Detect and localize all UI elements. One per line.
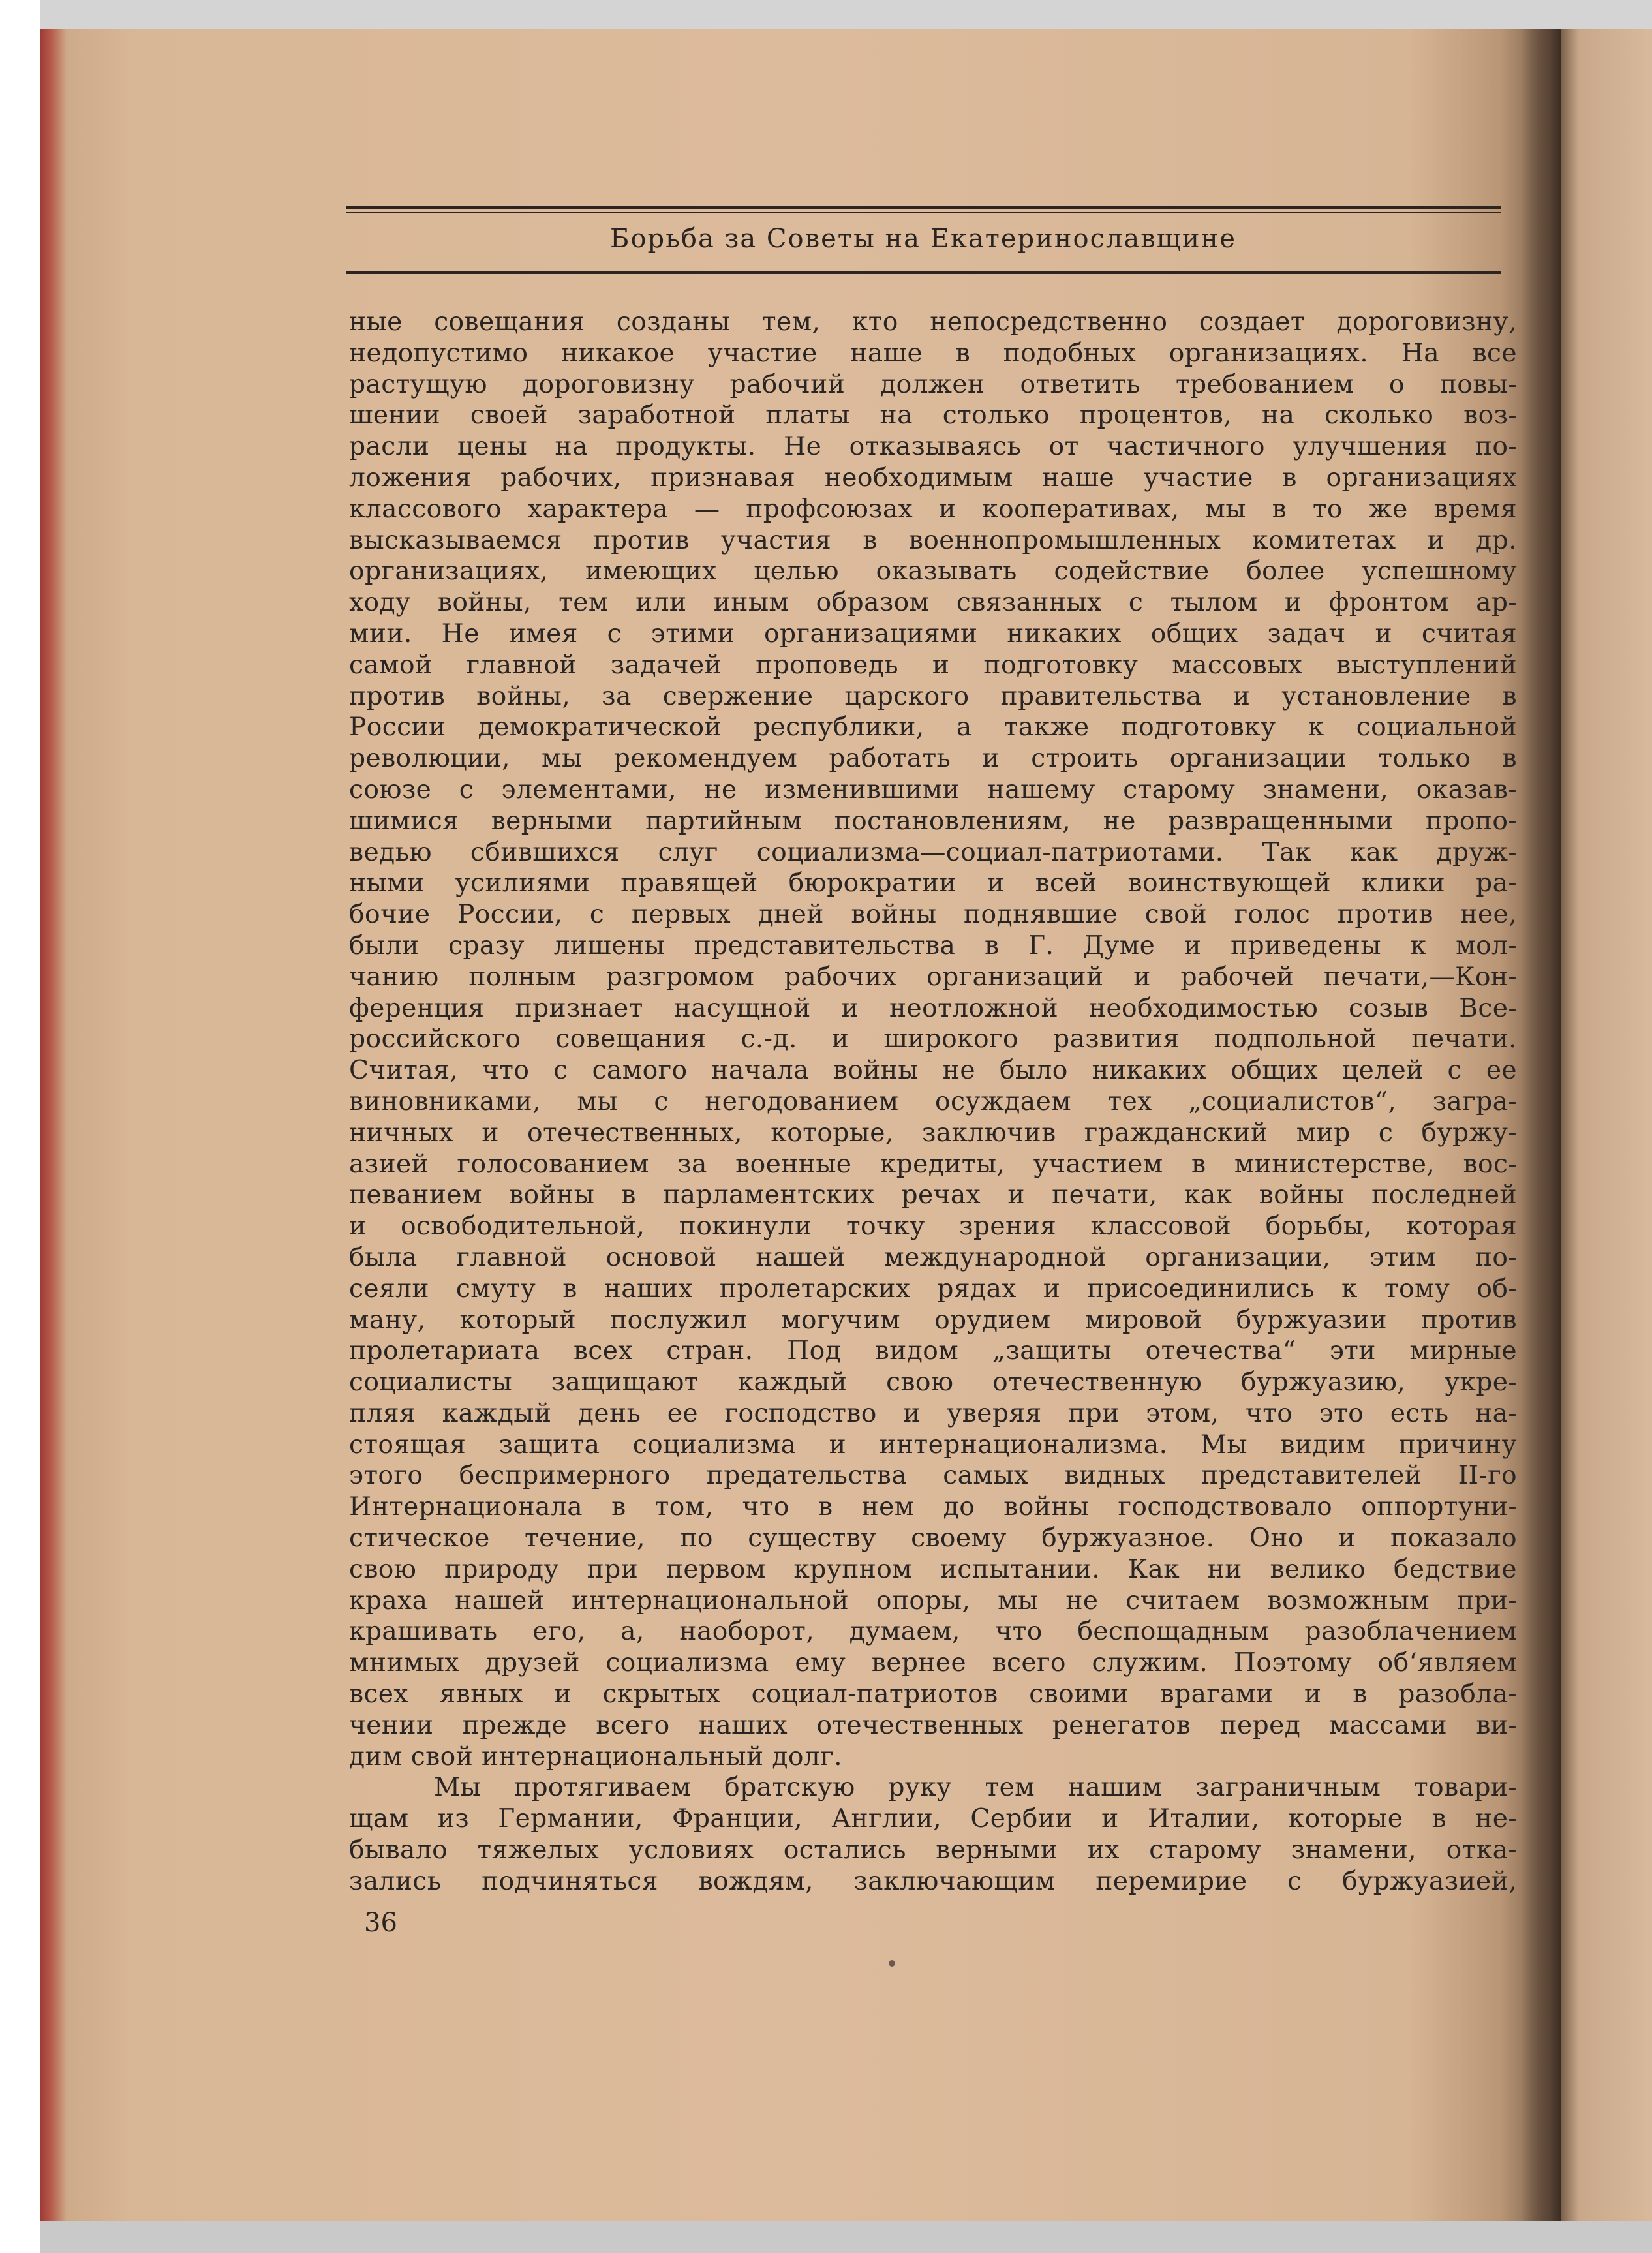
text-line: пролетариата всех стран. Под видом „защиты отечества“ эти мирные — [349, 1336, 1517, 1366]
text-line: Интернационала в том, что в нем до войны господствовало оппортуни- — [349, 1492, 1517, 1522]
text-line: ные совещания созданы тем, кто непосредственно создает дороговизну, — [349, 307, 1517, 337]
text-line: самой главной задачей проповедь и подготовку массовых выступлений — [349, 650, 1517, 680]
text-line: сеяли смуту в наших пролетарских рядах и присоединились к тому об- — [349, 1274, 1517, 1304]
text-line: зались подчиняться вождям, заключающим перемирие с буржуазией, — [349, 1866, 1517, 1896]
text-line: шимися верными партийным постановлениям, не развращенными пропо- — [349, 806, 1517, 836]
text-line: российского совещания с.-д. и широкого развития подпольной печати. — [349, 1024, 1517, 1054]
text-line: против войны, за свержение царского правительства и установление в — [349, 681, 1517, 711]
text-line: были сразу лишены представительства в Г. Думе и приведены к мол- — [349, 930, 1517, 960]
header-rule-top-thin — [346, 212, 1501, 213]
text-line: классового характера — профсоюзах и кооперативах, мы в то же время — [349, 494, 1517, 524]
header-rule-top — [346, 206, 1501, 209]
text-line: Мы протягиваем братскую руку тем нашим заграничным товари- — [434, 1773, 1517, 1803]
header-rule-bottom — [346, 271, 1501, 274]
text-line: высказываемся против участия в военнопромышленных комитетах и др. — [349, 525, 1517, 555]
text-line: России демократической республики, а также подготовку к социальной — [349, 713, 1517, 743]
text-line: свою природу при первом крупном испытании. Как ни велико бедствие — [349, 1554, 1517, 1584]
page-number: 36 — [364, 1908, 397, 1938]
text-line: чении прежде всего наших отечественных ренегатов перед массами ви- — [349, 1710, 1517, 1740]
text-line: ходу войны, тем или иным образом связанных с тылом и фронтом ар- — [349, 588, 1517, 618]
text-line: социалисты защищают каждый свою отечественную буржуазию, укре- — [349, 1368, 1517, 1398]
body-text — [349, 307, 1517, 1897]
text-line: дим свой интернациональный долг. — [349, 1741, 842, 1771]
text-line: ференция признает насущной и неотложной необходимостью созыв Все- — [349, 993, 1517, 1023]
text-line: азией голосованием за военные кредиты, участием в министерстве, вос- — [349, 1149, 1517, 1179]
text-line: певанием войны в парламентских речах и печати, как войны последней — [349, 1180, 1517, 1210]
running-header — [346, 206, 1501, 279]
text-line: ведью сбившихся слуг социализма—социал-патриотами. Так как друж- — [349, 837, 1517, 867]
text-line: стическое течение, по существу своему буржуазное. Оно и показало — [349, 1524, 1517, 1554]
page-edge — [40, 29, 67, 2221]
text-line: мнимых друзей социализма ему вернее всего служим. Поэтому об‘являем — [349, 1648, 1517, 1678]
text-line: ными усилиями правящей бюрократии и всей воинствующей клики ра- — [349, 868, 1517, 898]
text-line: организациях, имеющих целью оказывать содействие более успешному — [349, 557, 1517, 587]
text-line: крашивать его, а, наоборот, думаем, что беспощадным разоблачением — [349, 1617, 1517, 1647]
paper-speck — [889, 1960, 895, 1967]
scan-background — [0, 0, 1652, 29]
text-line: виновниками, мы с негодованием осуждаем тех „социалистов“, загра- — [349, 1086, 1517, 1116]
running-title: Борьба за Советы на Екатеринославщине — [610, 224, 1236, 254]
text-line: бывало тяжелых условиях остались верными их старому знамени, отка- — [349, 1835, 1517, 1865]
text-line: всех явных и скрытых социал-патриотов своими врагами и в разобла- — [349, 1679, 1517, 1709]
text-line: бочие России, с первых дней войны поднявшие свой голос против нее, — [349, 900, 1517, 930]
text-line: мии. Не имея с этими организациями никаких общих задач и считая — [349, 619, 1517, 649]
text-line: щам из Германии, Франции, Англии, Сербии и Италии, которые в не- — [349, 1804, 1517, 1834]
text-line: ложения рабочих, признавая необходимым наше участие в организациях — [349, 463, 1517, 493]
text-line: революции, мы рекомендуем работать и строить организации только в — [349, 744, 1517, 774]
text-line: союзе с элементами, не изменившими нашему старому знамени, оказав- — [349, 774, 1517, 805]
text-line: Считая, что с самого начала войны не было никаких общих целей с ее — [349, 1056, 1517, 1086]
text-line: и освободительной, покинули точку зрения классовой борьбы, которая — [349, 1212, 1517, 1242]
text-line: чанию полным разгромом рабочих организаций и рабочей печати,—Кон- — [349, 962, 1517, 992]
text-line: растущую дороговизну рабочий должен ответить требованием о повы- — [349, 369, 1517, 399]
text-line: этого беспримерного предательства самых видных представителей II-го — [349, 1461, 1517, 1491]
facing-page-edge — [1561, 29, 1652, 2221]
scan-margin — [0, 0, 40, 2253]
text-line: стоящая защита социализма и интернационализма. Мы видим причину — [349, 1430, 1517, 1460]
text-line: ничных и отечественных, которые, заключив гражданский мир с буржу- — [349, 1118, 1517, 1148]
text-line: недопустимо никакое участие наше в подобных организациях. На все — [349, 338, 1517, 368]
text-line: шении своей заработной платы на столько процентов, на сколько воз- — [349, 401, 1517, 431]
text-line: была главной основой нашей международной организации, этим по- — [349, 1242, 1517, 1272]
gutter-shadow — [1522, 29, 1561, 2221]
text-line: расли цены на продукты. Не отказываясь от частичного улучшения по- — [349, 432, 1517, 462]
text-line: краха нашей интернациональной опоры, мы не считаем возможным при- — [349, 1586, 1517, 1616]
text-line: пляя каждый день ее господство и уверяя при этом, что это есть на- — [349, 1398, 1517, 1428]
text-line: ману, который послужил могучим орудием мировой буржуазии против — [349, 1305, 1517, 1335]
